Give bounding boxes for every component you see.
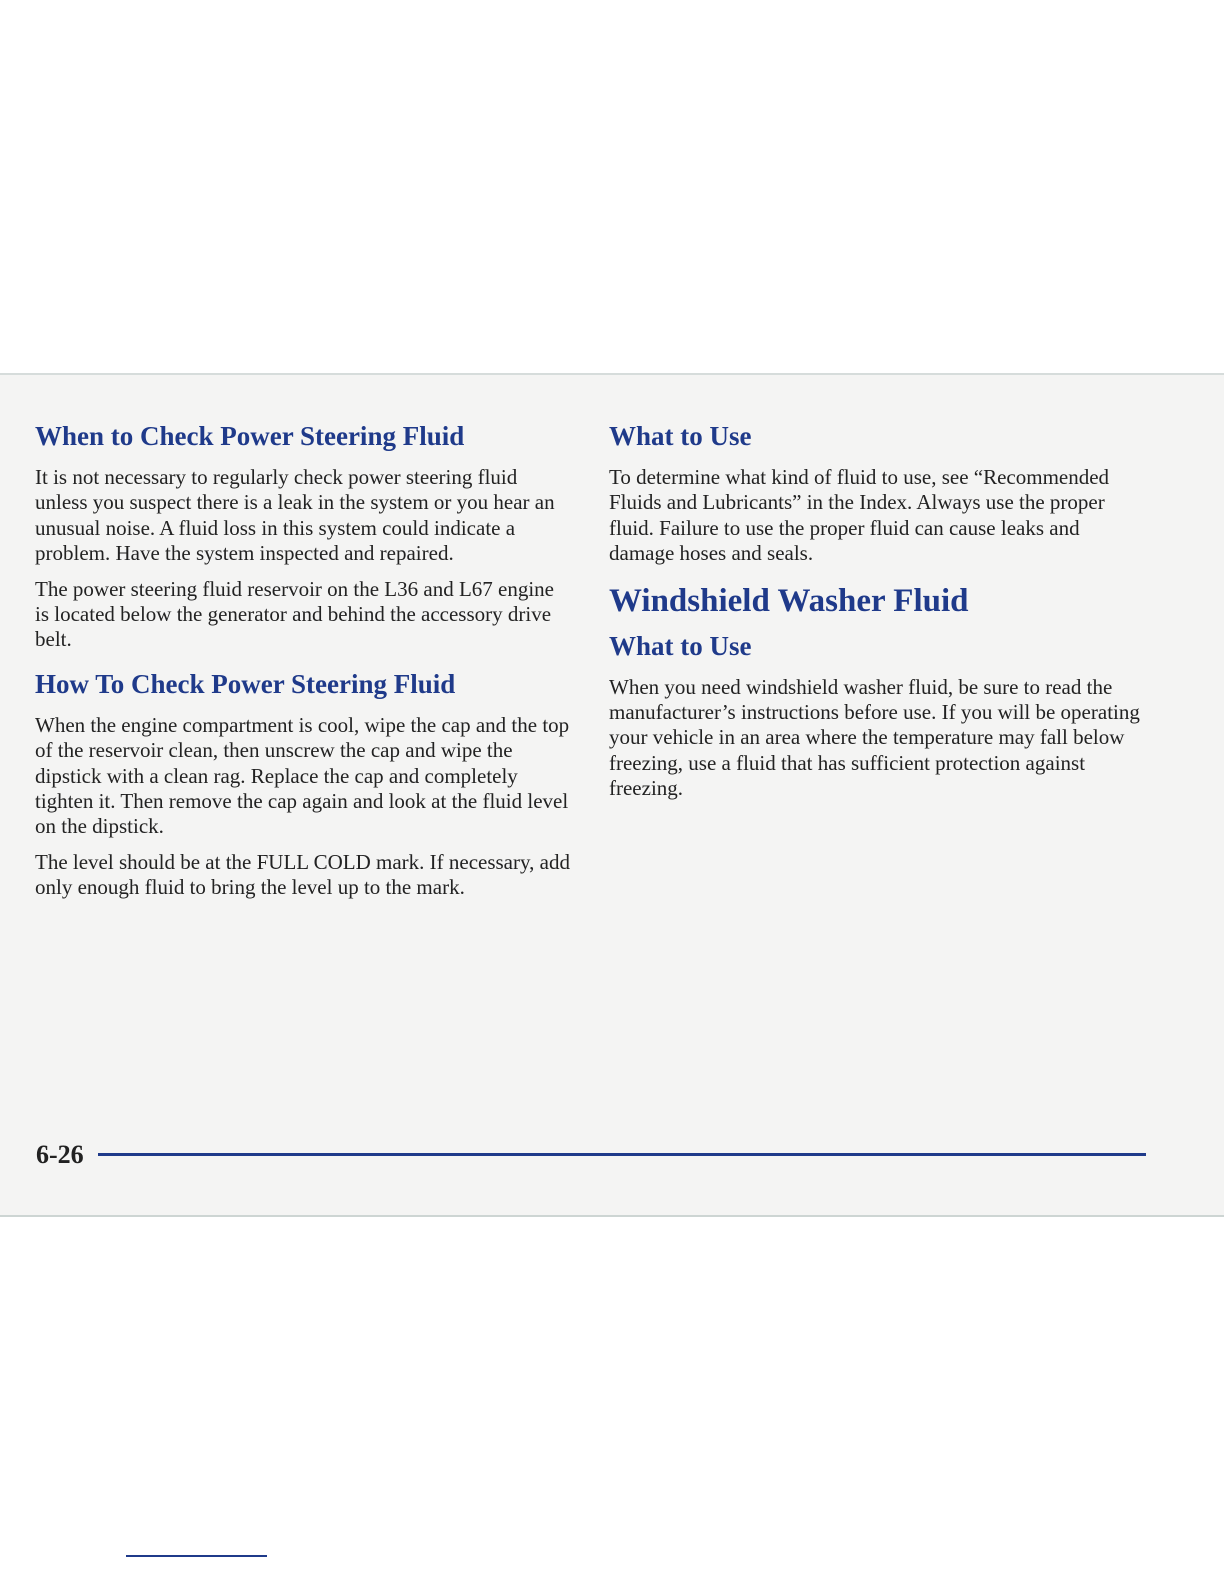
left-column	[35, 419, 570, 901]
paragraph-check-procedure: When the engine compartment is cool, wipe the cap and the top of the reservoir clean, then unscrew the cap and wipe the dipstick with a clean rag. Replace the cap and completely tighten it. Then remove the cap again and look at the fluid level on the dipstick.	[35, 712, 570, 839]
page-footer	[36, 1138, 1146, 1172]
paragraph-check-intro: It is not necessary to regularly check power steering fluid unless you suspect there is a leak in the system or you hear an unusual noise. A fluid loss in this system could indicate a problem. Have the system inspected and repaired.	[35, 465, 555, 566]
paragraph-steering-fluid-type: To determine what kind of fluid to use, see “Recommended Fluids and Lubricants” in the Index. Always use the proper fluid. Failure to use the proper fluid can cause leaks and damage hoses and seals.	[609, 465, 1110, 566]
right-column	[609, 419, 1149, 802]
page-number: 6-26	[36, 1140, 84, 1169]
paragraph-washer-fluid-instructions: When you need windshield washer fluid, be sure to read the manufacturer’s instructions before use. If you will be operating your vehicle in an area where the temperature may fall below freezing, use a fluid that has sufficient protection against freezing.	[609, 674, 1140, 801]
manual-page-panel	[0, 373, 1224, 1217]
paragraph-fluid-level: The level should be at the FULL COLD mark. If necessary, add only enough fluid to bring the level up to the mark.	[35, 849, 570, 900]
heading-when-to-check: When to Check Power Steering Fluid	[35, 421, 465, 451]
paragraph-reservoir-location: The power steering fluid reservoir on the L36 and L67 engine is located below the generator and behind the accessory drive belt.	[35, 576, 555, 652]
heading-how-to-check: How To Check Power Steering Fluid	[35, 668, 456, 699]
heading-what-to-use-steering: What to Use	[609, 421, 752, 451]
section-title-washer-fluid: Windshield Washer Fluid	[609, 582, 969, 619]
bottom-divider	[126, 1555, 267, 1557]
footer-divider	[98, 1153, 1146, 1156]
heading-what-to-use-washer: What to Use	[609, 630, 752, 661]
